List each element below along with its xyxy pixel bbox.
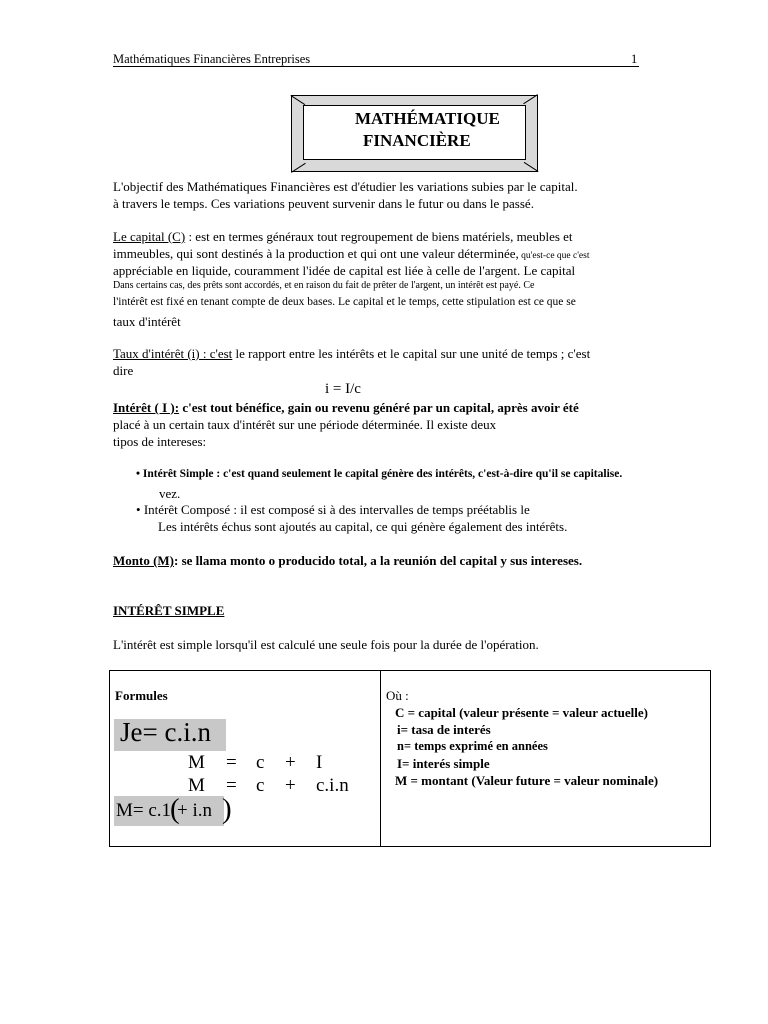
definition-capital: C = capital (valeur présente = valeur actuelle) — [395, 705, 648, 720]
table-divider — [380, 670, 381, 847]
capital-line-2-text: immeubles, qui sont destinés à la production et qui ont une valeur déterminée, — [113, 246, 519, 261]
formula-1: Je= c.i.n — [120, 717, 211, 747]
definition-time: n= temps exprimé en années — [397, 739, 548, 753]
capital-paragraph-line-1 — [113, 229, 573, 245]
bullet-dot-icon: • — [136, 468, 141, 480]
open-paren-glyph: ( — [170, 793, 180, 825]
intro-line-2: à travers le temps. Ces variations peuvent survenir dans le futur ou dans le passé. — [113, 196, 534, 211]
formula-2-eq: = — [226, 752, 237, 773]
formulas-header: Formules — [115, 688, 168, 703]
taux-line-2: dire — [113, 363, 134, 378]
definitions-header: Où : — [386, 688, 409, 703]
capital-line-3: appréciable en liquide, couramment l'idée de capital est liée à celle de l'argent. Le capital — [113, 263, 576, 278]
formula-2-c: c — [256, 752, 265, 773]
capital-line-2-small: qu'est-ce que c'est — [518, 251, 590, 261]
taux-line-1-text: le rapport entre les intérêts et le capital sur une unité de temps ; c'est — [232, 346, 591, 361]
bullet-simple-continuation: vez. — [159, 486, 181, 501]
section-heading: INTÉRÊT SIMPLE — [113, 603, 225, 618]
monto-term: Monto (M) — [113, 553, 175, 568]
formula-3-m: M — [188, 775, 205, 796]
bullet-simple — [136, 468, 622, 480]
capital-line-6: taux d'intérêt — [113, 314, 181, 329]
bullet-compose-continuation: Les intérêts échus sont ajoutés au capital, ce qui génère également des intérêts. — [158, 519, 568, 534]
interet-term: Intérêt ( I ): — [113, 400, 180, 415]
definition-rate: i= tasa de interés — [397, 722, 491, 737]
header-rule — [113, 66, 639, 67]
formula-3-plus: + — [285, 775, 296, 796]
bullet-simple-text: Intérêt Simple : c'est quand seulement le capital génère des intérêts, c'est-à-dire qu'il se capitalise. — [142, 468, 623, 480]
interet-line-3: tipos de intereses: — [113, 434, 207, 449]
section-text: L'intérêt est simple lorsqu'il est calculé une seule fois pour la durée de l'opération. — [113, 637, 539, 652]
definition-interest: I= interés simple — [397, 756, 490, 771]
formula-2-m: M — [188, 752, 205, 773]
formula-3-eq: = — [226, 775, 237, 796]
intro-line-1: L'objectif des Mathématiques Financières est d'étudier les variations subies par le capital. — [113, 179, 578, 194]
taux-term: Taux d'intérêt (i) : c'est — [113, 346, 233, 361]
monto-text: : se llama monto o producido total, a la reunión del capital y sus intereses. — [174, 553, 583, 568]
page-number: 1 — [631, 52, 638, 66]
capital-line-5: l'intérêt est fixé en tenant compte de deux bases. Le capital et le temps, cette stipulation est ce que se — [113, 296, 576, 308]
interet-line-1-text: c'est tout bénéfice, gain ou revenu généré par un capital, après avoir été — [179, 400, 579, 415]
bullet-compose-text: Intérêt Composé : il est composé si à des intervalles de temps préétablis le — [143, 502, 530, 517]
bullet-dot-icon: • — [136, 502, 141, 517]
interet-line-1 — [113, 400, 579, 416]
close-paren-glyph: ) — [222, 793, 232, 825]
taux-line-1 — [113, 346, 590, 362]
running-header: Mathématiques Financières Entreprises — [113, 52, 311, 66]
capital-term: Le capital (C) — [113, 229, 186, 244]
title-line-1: MATHÉMATIQUE — [355, 109, 500, 128]
formula-2-i: I — [316, 752, 323, 773]
monto-line — [113, 553, 582, 569]
title-line-2: FINANCIÈRE — [363, 131, 471, 150]
formula-4-right: + i.n — [177, 800, 212, 821]
formula-4-left: M= c.1 — [116, 800, 172, 821]
interet-line-2: placé à un certain taux d'intérêt sur une période déterminée. Il existe deux — [113, 417, 497, 432]
formula-3-cin: c.i.n — [316, 775, 349, 796]
bullet-compose — [136, 502, 530, 518]
capital-paragraph-line-2 — [113, 246, 589, 262]
capital-line-1-text: : est en termes généraux tout regroupement de biens matériels, meubles et — [185, 229, 573, 244]
capital-line-4: Dans certains cas, des prêts sont accordés, et en raison du fait de prêter de l'argent, un intérêt est payé. Ce — [113, 280, 535, 291]
formula-2-plus: + — [285, 752, 296, 773]
taux-formula: i = I/c — [325, 381, 361, 397]
formula-3-c: c — [256, 775, 265, 796]
definition-amount: M = montant (Valeur future = valeur nominale) — [395, 773, 659, 788]
